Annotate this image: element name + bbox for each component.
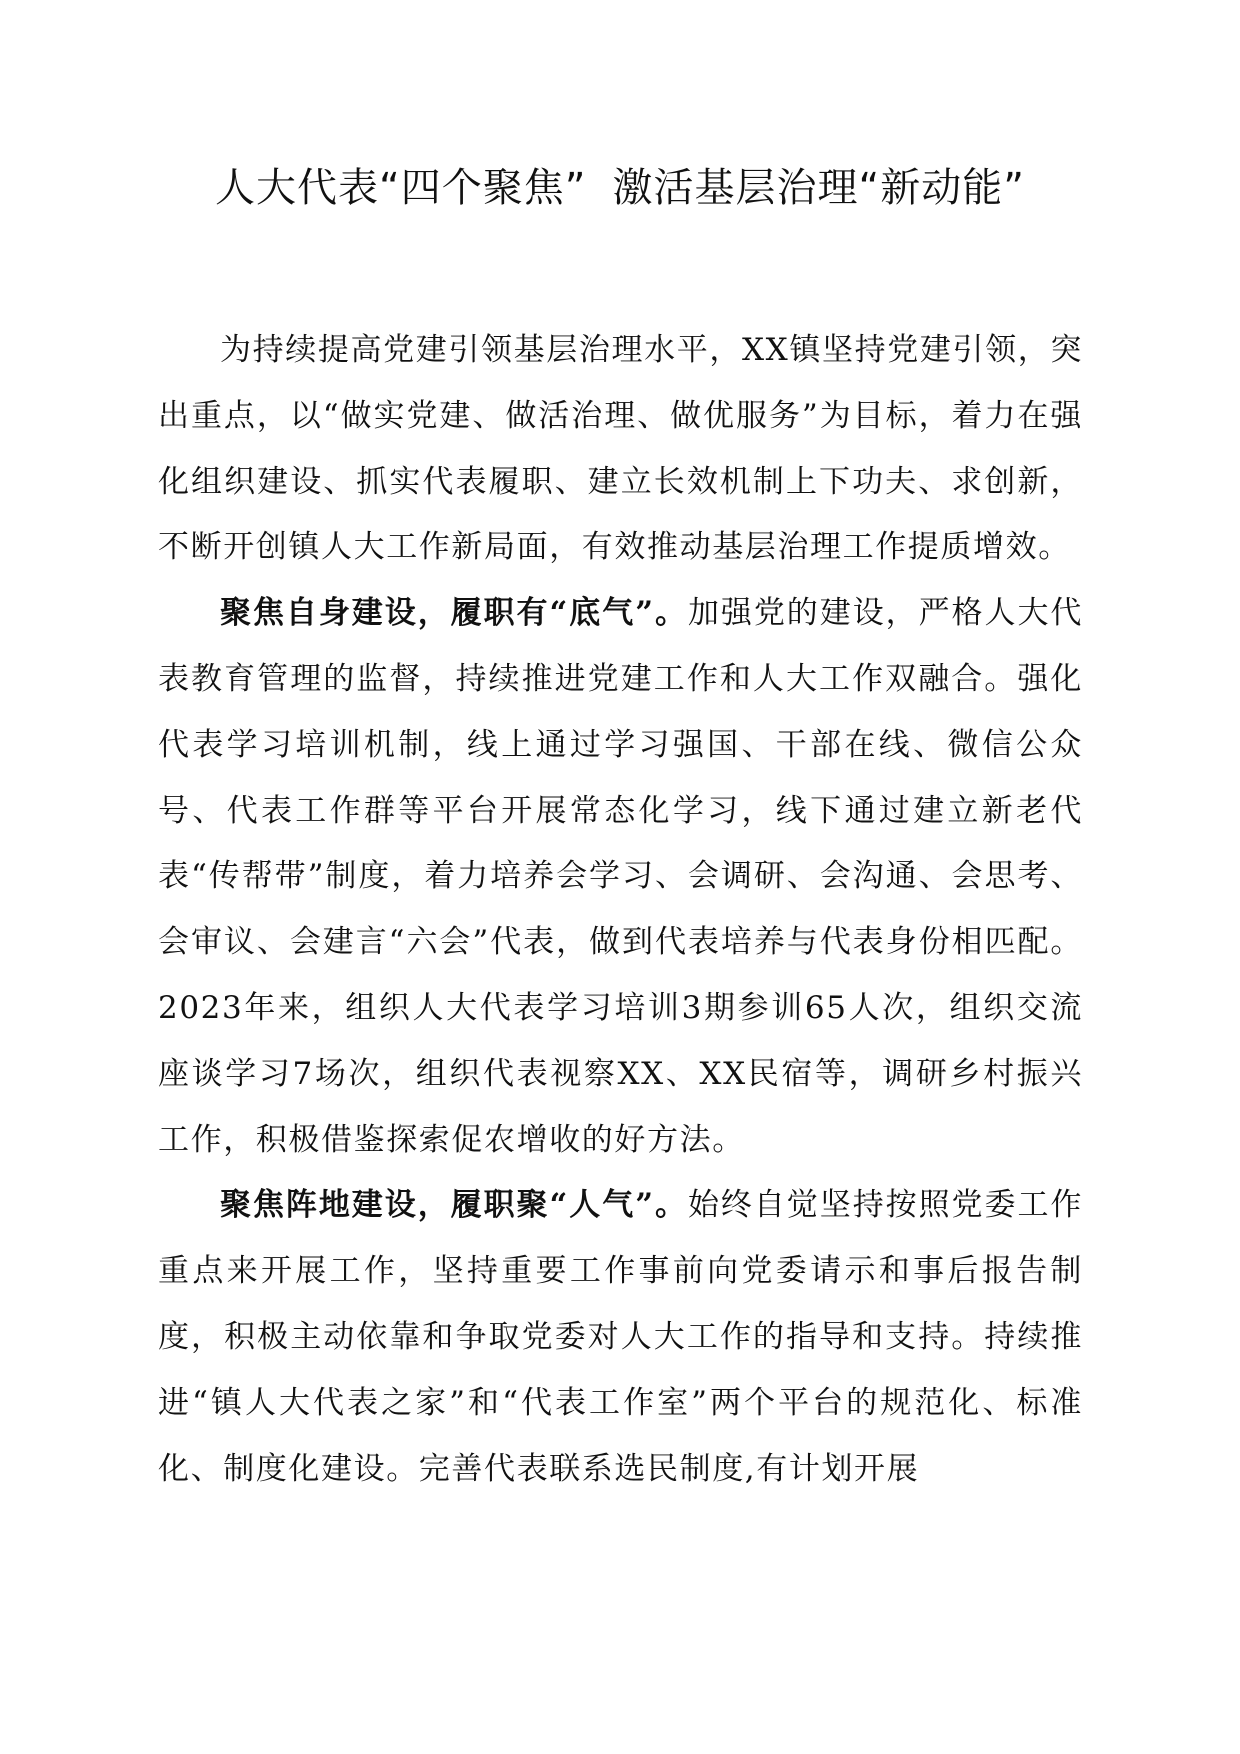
title-part-2: 激活基层治理“新动能”: [612, 165, 1025, 211]
document-body: [158, 318, 1083, 1502]
paragraph-position-building: [158, 1173, 1083, 1502]
paragraph-text: 为持续提高党建引领基层治理水平，XX镇坚持党建引领，突出重点，以“做实党建、做活治理、做优服务”为目标，着力在强化组织建设、抓实代表履职、建立长效机制上下功夫、求创新，不断开创镇人大工作新局面，有效推动基层治理工作提质增效。: [158, 332, 1083, 566]
paragraph-lead: 聚焦自身建设，履职有“底气”。: [220, 595, 688, 632]
paragraph-text: 加强党的建设，严格人大代表教育管理的监督，持续推进党建工作和人大工作双融合。强化代表学习培训机制，线上通过学习强国、干部在线、微信公众号、代表工作群等平台开展常态化学习，线下通过建立新老代表“传帮带”制度，着力培养会学习、会调研、会沟通、会思考、会审议、会建言“六会”代表，做到代表培养与代表身份相匹配。2023年来，组织人大代表学习培训3期参训65人次，组织交流座谈学习7场次，组织代表视察XX、XX民宿等，调研乡村振兴工作，积极借鉴探索促农增收的好方法。: [158, 595, 1083, 1158]
paragraph-lead: 聚焦阵地建设，履职聚“人气”。: [220, 1187, 688, 1224]
paragraph-self-building: [158, 581, 1083, 1173]
paragraph-intro: [158, 318, 1083, 581]
document-title: [80, 160, 1160, 216]
title-part-1: 人大代表“四个聚焦”: [215, 165, 587, 211]
paragraph-text: 始终自觉坚持按照党委工作重点来开展工作，坚持重要工作事前向党委请示和事后报告制度，积极主动依靠和争取党委对人大工作的指导和支持。持续推进“镇人大代表之家”和“代表工作室”两个平台的规范化、标准化、制度化建设。完善代表联系选民制度,有计划开展: [158, 1187, 1083, 1487]
